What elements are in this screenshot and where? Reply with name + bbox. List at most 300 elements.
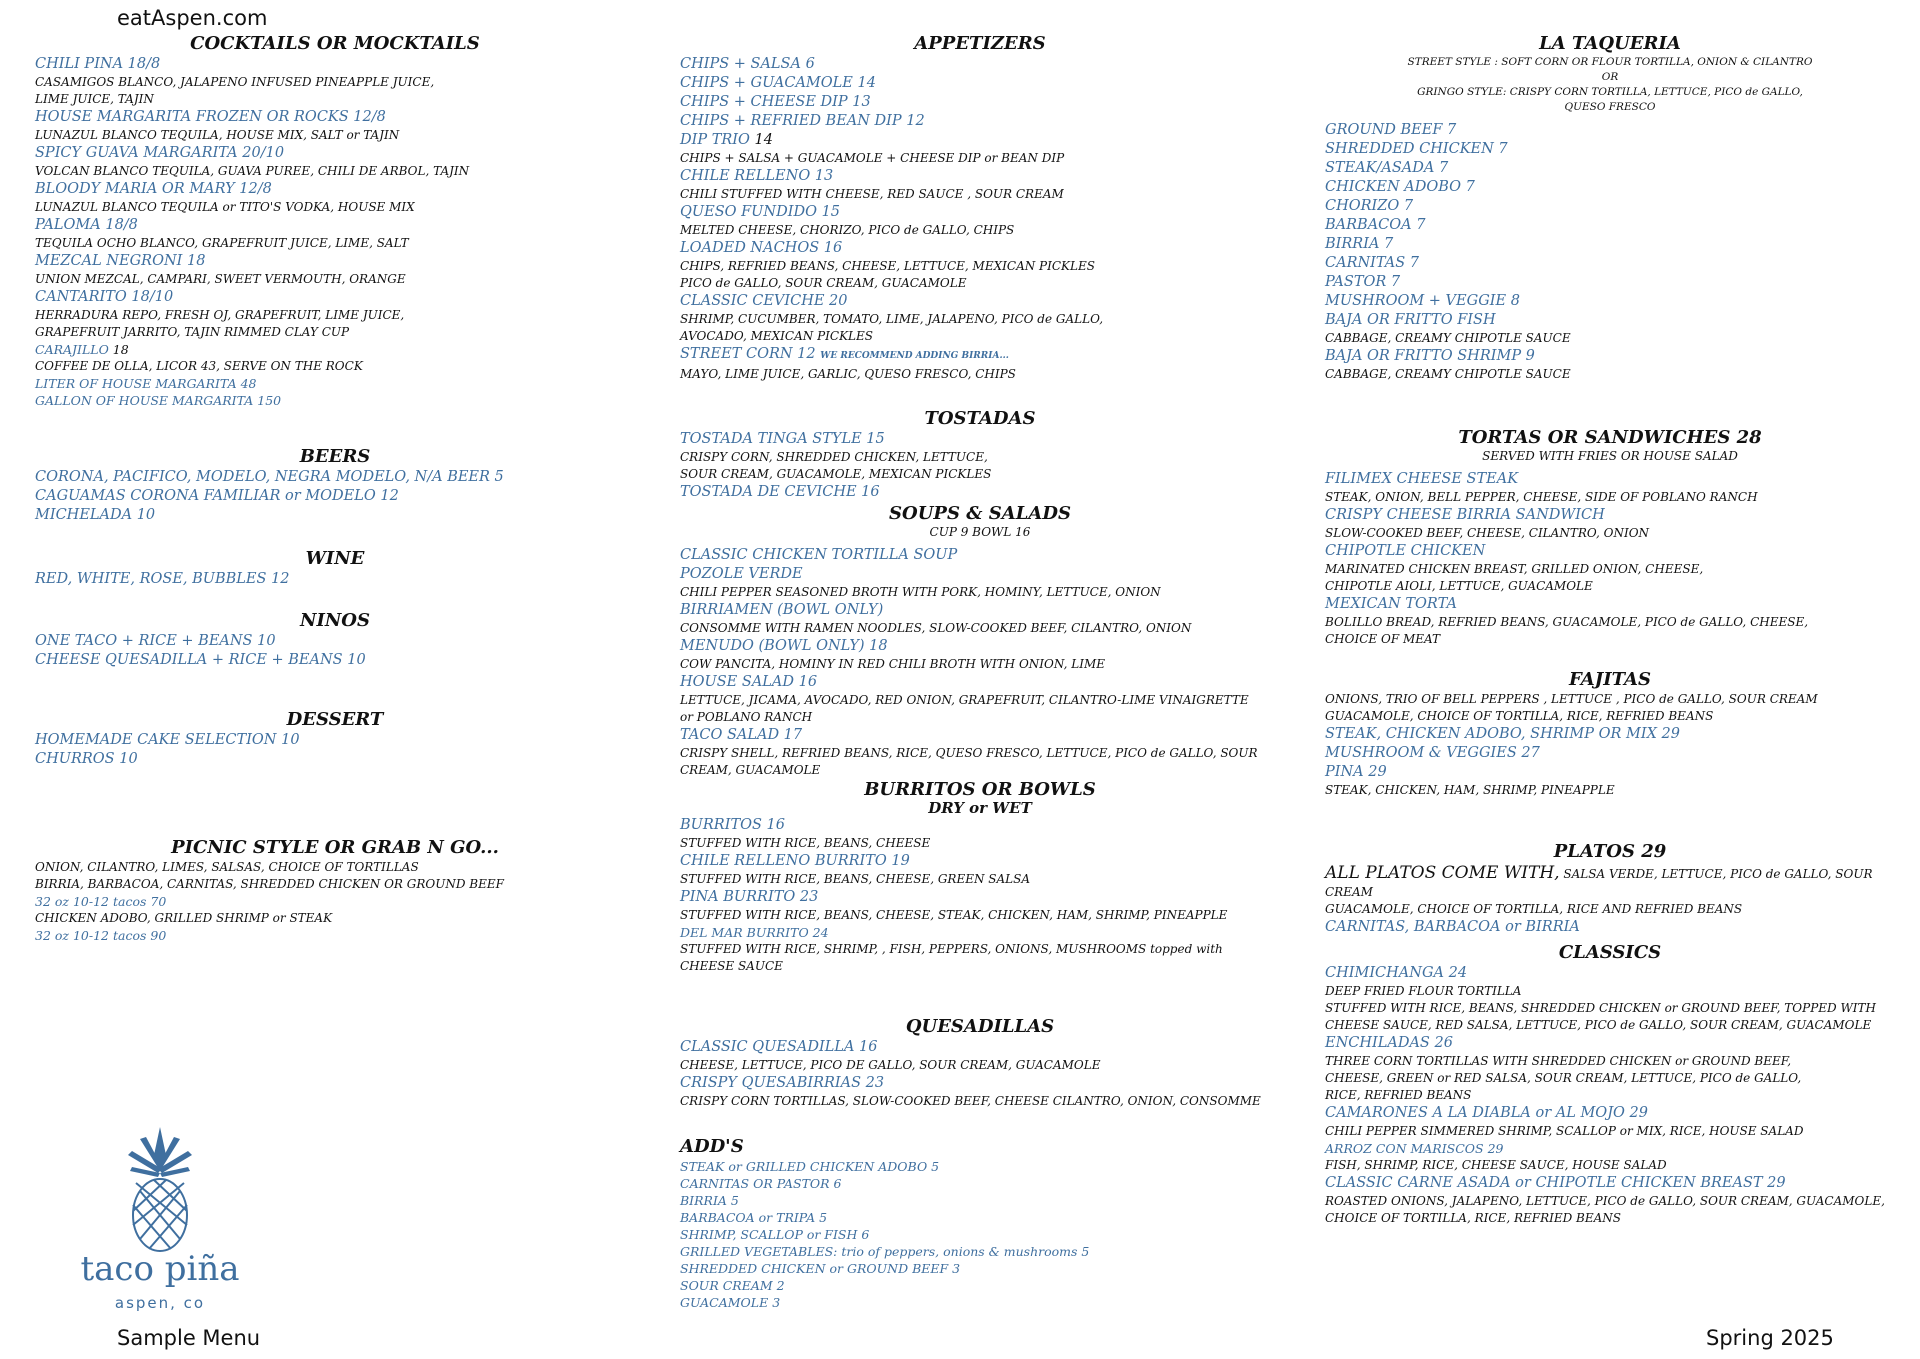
menu-item: [35, 341, 635, 358]
section-title: TOSTADAS: [924, 408, 1036, 429]
menu-item: [1325, 254, 1895, 273]
item-text: CHOICE OF TORTILLA, RICE, REFRIED BEANS: [1325, 1211, 1622, 1225]
section-tortas: [1325, 427, 1895, 648]
menu-item: [680, 292, 1280, 311]
item-text: STEAK, CHICKEN, HAM, SHRIMP, PINEAPPLE: [1325, 783, 1615, 797]
section-appetizers: [680, 33, 1280, 383]
item-text: ENCHILADAS 26: [1325, 1035, 1453, 1051]
item-description: [680, 941, 1280, 958]
item-text: MUSHROOM & VEGGIES 27: [1325, 745, 1540, 761]
item-text: CHEESE, GREEN or RED SALSA, SOUR CREAM, LETTUCE, PICO de GALLO,: [1325, 1071, 1802, 1085]
item-description: [35, 324, 635, 341]
item-text: LETTUCE, JICAMA, AVOCADO, RED ONION, GRAPEFRUIT, CILANTRO-LIME VINAIGRETTE: [680, 693, 1249, 707]
item-text: CHILI STUFFED WITH CHEESE, RED SAUCE , SOUR CREAM: [680, 187, 1064, 201]
menu-item: [1325, 1104, 1895, 1123]
menu-item: [1325, 470, 1895, 489]
item-text: CHICKEN ADOBO 7: [1325, 179, 1475, 195]
item-description: [35, 271, 635, 288]
section-title: NINOS: [299, 610, 370, 631]
footer-sample-menu: Sample Menu: [117, 1326, 261, 1350]
item-text: MEZCAL NEGRONI 18: [35, 253, 206, 269]
section-title: LA TAQUERIA: [1539, 33, 1681, 54]
item-description: [680, 958, 1280, 975]
menu-item: [1325, 197, 1895, 216]
item-description: [1325, 983, 1895, 1000]
section-dessert: [35, 709, 635, 769]
item-text: PINA BURRITO 23: [680, 889, 819, 905]
item-text: TOSTADA DE CEVICHE 16: [680, 484, 880, 500]
section-subtitle: DRY or WET: [928, 799, 1032, 817]
menu-item: [1325, 542, 1895, 561]
menu-item: [35, 893, 635, 910]
menu-item: [35, 252, 635, 271]
menu-item: [35, 506, 635, 525]
item-text: TEQUILA OCHO BLANCO, GRAPEFRUIT JUICE, LIME, SALT: [35, 236, 409, 250]
menu-item: [35, 392, 635, 409]
section-ninos: [35, 610, 635, 670]
menu-item: [35, 108, 635, 127]
item-text: CHEESE, LETTUCE, PICO DE GALLO, SOUR CREAM, GUACAMOLE: [680, 1058, 1101, 1072]
taco-pina-logo: [70, 1125, 250, 1315]
item-text: BURRITOS 16: [680, 817, 785, 833]
item-text: CHILI PEPPER SEASONED BROTH WITH PORK, HOMINY, LETTUCE, ONION: [680, 585, 1161, 599]
item-text: CABBAGE, CREAMY CHIPOTLE SAUCE: [1325, 367, 1571, 381]
item-text: CHIPOTLE AIOLI, LETTUCE, GUACAMOLE: [1325, 579, 1593, 593]
menu-item: [680, 93, 1280, 112]
logo-place: aspen, co: [114, 1294, 206, 1312]
item-description: [1325, 561, 1895, 578]
section-title: QUESADILLAS: [905, 1016, 1055, 1037]
menu-item: [680, 112, 1280, 131]
item-text: ONION, CILANTRO, LIMES, SALSAS, CHOICE OF TORTILLAS: [35, 860, 419, 874]
item-text: CHIPS + GUACAMOLE 14: [680, 75, 876, 91]
item-text: CHILE RELLENO BURRITO 19: [680, 853, 910, 869]
item-text: MEXICAN TORTA: [1325, 596, 1457, 612]
item-text: COFFEE DE OLLA, LICOR 43, SERVE ON THE ROCK: [35, 359, 363, 373]
item-text: SHRIMP, CUCUMBER, TOMATO, LIME, JALAPENO, PICO de GALLO,: [680, 312, 1104, 326]
item-description: [680, 328, 1280, 345]
item-description: [35, 235, 635, 252]
menu-item: [680, 1226, 1280, 1243]
item-description: [1325, 1017, 1895, 1034]
item-text: HOMEMADE CAKE SELECTION 10: [35, 732, 300, 748]
item-description: [1325, 1053, 1895, 1070]
item-text: PICO de GALLO, SOUR CREAM, GUACAMOLE: [680, 276, 967, 290]
item-text: VOLCAN BLANCO TEQUILA, GUAVA PUREE, CHILI DE ARBOL, TAJIN: [35, 164, 470, 178]
menu-item: [1325, 121, 1895, 140]
item-description: [1325, 691, 1895, 708]
item-description: [1325, 631, 1895, 648]
menu-item: [680, 1175, 1280, 1192]
item-description: [35, 910, 635, 927]
item-text: SOUR CREAM 2: [680, 1278, 785, 1293]
item-text: BIRRIA 7: [1325, 236, 1394, 252]
section-title: TORTAS OR SANDWICHES 28: [1458, 427, 1762, 448]
item-text: BARBACOA 7: [1325, 217, 1426, 233]
item-description: [680, 584, 1280, 601]
item-description: [680, 466, 1280, 483]
section-title: BEERS: [299, 446, 371, 467]
menu-item: [35, 731, 635, 750]
item-description: [1325, 525, 1895, 542]
item-text: CHIPS + SALSA + GUACAMOLE + CHEESE DIP or BEAN DIP: [680, 151, 1065, 165]
item-text: CORONA, PACIFICO, MODELO, NEGRA MODELO, N/A BEER 5: [35, 469, 504, 485]
item-text: SPICY GUAVA MARGARITA 20/10: [35, 145, 285, 161]
item-text: DEL MAR BURRITO 24: [680, 925, 829, 940]
platos-lead: ALL PLATOS COME WITH,: [1325, 863, 1560, 883]
item-text: CHIPS + SALSA 6: [680, 56, 815, 72]
item-text: CLASSIC CARNE ASADA or CHIPOTLE CHICKEN BREAST 29: [1325, 1175, 1786, 1191]
item-text: or POBLANO RANCH: [680, 710, 813, 724]
item-description: [680, 907, 1280, 924]
menu-item: [1325, 744, 1895, 763]
item-text: STEAK, ONION, BELL PEPPER, CHEESE, SIDE OF POBLANO RANCH: [1325, 490, 1758, 504]
menu-item: [1325, 1034, 1895, 1053]
item-text: CRISPY CORN, SHREDDED CHICKEN, LETTUCE,: [680, 450, 988, 464]
menu-item: [1325, 235, 1895, 254]
section-wine: [35, 548, 635, 589]
menu-item: [680, 816, 1280, 835]
section-title: CLASSICS: [1558, 942, 1662, 963]
item-description: [1325, 1123, 1895, 1140]
section-taqueria: [1325, 33, 1895, 383]
item-text: 32 oz 10-12 tacos 90: [35, 928, 167, 943]
menu-item: [680, 852, 1280, 871]
item-description: [1325, 708, 1895, 725]
item-text: CHIPS + REFRIED BEAN DIP 12: [680, 113, 925, 129]
menu-item: [680, 1074, 1280, 1093]
item-text: CLASSIC CHICKEN TORTILLA SOUP: [680, 547, 958, 563]
item-description: [1325, 489, 1895, 506]
item-description: [35, 91, 635, 108]
item-text: BAJA OR FRITTO SHRIMP 9: [1325, 348, 1535, 364]
item-description: [35, 127, 635, 144]
item-description: [35, 307, 635, 324]
item-text: STEAK/ASADA 7: [1325, 160, 1449, 176]
item-text: BIRRIA 5: [680, 1193, 739, 1208]
item-text: CABBAGE, CREAMY CHIPOTLE SAUCE: [1325, 331, 1571, 345]
item-text: CASAMIGOS BLANCO, JALAPENO INFUSED PINEAPPLE JUICE,: [35, 75, 435, 89]
item-text: SOUR CREAM, GUACAMOLE, MEXICAN PICKLES: [680, 467, 992, 481]
item-text: HOUSE MARGARITA FROZEN OR ROCKS 12/8: [35, 109, 386, 125]
section-title: PLATOS 29: [1553, 841, 1667, 862]
item-text: BARBACOA or TRIPA 5: [680, 1210, 828, 1225]
item-text: CRISPY CORN TORTILLAS, SLOW-COOKED BEEF, CHEESE CILANTRO, ONION, CONSOMME: [680, 1094, 1261, 1108]
menu-item: [680, 55, 1280, 74]
menu-item: [680, 1294, 1280, 1311]
menu-item: [1325, 1174, 1895, 1193]
item-text: CHEESE SAUCE, RED SALSA, LETTUCE, PICO de GALLO, SOUR CREAM, GUACAMOLE: [1325, 1018, 1872, 1032]
item-description: [680, 222, 1280, 239]
item-description: [1325, 330, 1895, 347]
section-note: QUESO FRESCO: [1564, 101, 1656, 113]
menu-item: [680, 924, 1280, 941]
item-text: CHEESE QUESADILLA + RICE + BEANS 10: [35, 652, 366, 668]
item-text: CHILI PINA 18/8: [35, 56, 161, 72]
section-cocktails: [35, 33, 635, 409]
menu-item: [35, 570, 635, 589]
section-subtitle: CUP 9 BOWL 16: [929, 525, 1031, 539]
item-text: CARNITAS 7: [1325, 255, 1420, 271]
item-text: STREET CORN 12: [680, 346, 816, 362]
item-text: ONE TACO + RICE + BEANS 10: [35, 633, 276, 649]
item-description: [680, 1093, 1280, 1110]
menu-item: [1325, 178, 1895, 197]
menu-item: [35, 487, 635, 506]
item-text: CONSOMME WITH RAMEN NOODLES, SLOW-COOKED BEEF, CILANTRO, ONION: [680, 621, 1192, 635]
menu-item: [1325, 216, 1895, 235]
menu-item: [35, 288, 635, 307]
item-text: CHIPOTLE CHICKEN: [1325, 543, 1486, 559]
item-text: SHREDDED CHICKEN 7: [1325, 141, 1508, 157]
section-title: ADD'S: [680, 1136, 744, 1157]
item-text: CARNITAS, BARBACOA or BIRRIA: [1325, 919, 1580, 935]
item-text: THREE CORN TORTILLAS WITH SHREDDED CHICKEN or GROUND BEEF,: [1325, 1054, 1792, 1068]
item-text: LITER OF HOUSE MARGARITA 48: [35, 376, 257, 391]
section-platos: [1325, 841, 1895, 937]
item-text: BAJA OR FRITTO FISH: [1325, 312, 1496, 328]
item-description: [680, 656, 1280, 673]
section-beers: [35, 446, 635, 525]
menu-item: [35, 375, 635, 392]
item-description: [680, 150, 1280, 167]
menu-item: [680, 1158, 1280, 1175]
item-description: [680, 366, 1280, 383]
item-text: RED, WHITE, ROSE, BUBBLES 12: [35, 571, 290, 587]
menu-item: [680, 1192, 1280, 1209]
menu-item: [1325, 506, 1895, 525]
item-description: [35, 358, 635, 375]
menu-item: [1325, 763, 1895, 782]
menu-item: [680, 167, 1280, 186]
menu-item: [680, 131, 1280, 150]
menu-item: [680, 483, 1280, 502]
item-description: [680, 186, 1280, 203]
item-text: STUFFED WITH RICE, BEANS, CHEESE, GREEN SALSA: [680, 872, 1031, 886]
menu-item: [1325, 311, 1895, 330]
item-text: CRISPY SHELL, REFRIED BEANS, RICE, QUESO FRESCO, LETTUCE, PICO de GALLO, SOUR: [680, 746, 1258, 760]
menu-item: [1325, 1140, 1895, 1157]
item-description: [1325, 1000, 1895, 1017]
logo-name: taco piña: [80, 1249, 240, 1289]
menu-item: [35, 468, 635, 487]
item-text: QUESO FUNDIDO 15: [680, 204, 841, 220]
menu-item: [680, 637, 1280, 656]
item-text: STEAK or GRILLED CHICKEN ADOBO 5: [680, 1159, 940, 1174]
item-text: BOLILLO BREAD, REFRIED BEANS, GUACAMOLE, PICO de GALLO, CHEESE,: [1325, 615, 1809, 629]
item-description: [1325, 366, 1895, 383]
site-url: eatAspen.com: [117, 6, 268, 30]
item-description: [1325, 1070, 1895, 1087]
item-text: CHEESE SAUCE: [680, 959, 783, 973]
section-tostadas: [680, 408, 1280, 502]
item-text: CREAM, GUACAMOLE: [680, 763, 821, 777]
item-text: PALOMA 18/8: [35, 217, 138, 233]
menu-item: [680, 888, 1280, 907]
section-fajitas: [1325, 669, 1895, 799]
item-note: WE RECOMMEND ADDING BIRRIA...: [820, 351, 1009, 361]
section-adds: [680, 1136, 1280, 1311]
item-description: [1325, 1210, 1895, 1227]
item-description: [1325, 782, 1895, 799]
item-text: FILIMEX CHEESE STEAK: [1325, 471, 1519, 487]
item-text: PINA 29: [1325, 764, 1387, 780]
item-text: CHIPS, REFRIED BEANS, CHEESE, LETTUCE, MEXICAN PICKLES: [680, 259, 1095, 273]
item-text: STUFFED WITH RICE, BEANS, SHREDDED CHICKEN or GROUND BEEF, TOPPED WITH: [1325, 1001, 1877, 1015]
item-text: HOUSE SALAD 16: [680, 674, 818, 690]
item-text: BIRRIAMEN (BOWL ONLY): [680, 602, 884, 618]
menu-item: [1325, 918, 1895, 937]
section-title: SOUPS & SALADS: [889, 503, 1071, 524]
menu-item: [1325, 159, 1895, 178]
item-text: LUNAZUL BLANCO TEQUILA, HOUSE MIX, SALT or TAJIN: [35, 128, 400, 142]
menu-item: [35, 55, 635, 74]
item-text: DEEP FRIED FLOUR TORTILLA: [1325, 984, 1522, 998]
item-description: [35, 74, 635, 91]
menu-item: [1325, 595, 1895, 614]
item-description: [1325, 614, 1895, 631]
item-text: CHOICE OF MEAT: [1325, 632, 1441, 646]
item-description-text: SALSA VERDE, LETTUCE, PICO de GALLO, SOUR CREAM: [1325, 867, 1873, 899]
menu-item: [680, 1277, 1280, 1294]
item-text: TOSTADA TINGA STYLE 15: [680, 431, 885, 447]
item-text: POZOLE VERDE: [680, 566, 803, 582]
item-description: [1325, 1087, 1895, 1104]
item-text: MENUDO (BOWL ONLY) 18: [680, 638, 888, 654]
item-description: [680, 275, 1280, 292]
item-text: CARNITAS OR PASTOR 6: [680, 1176, 842, 1191]
item-text: CARAJILLO: [35, 342, 109, 357]
item-text: GROUND BEEF 7: [1325, 122, 1457, 138]
menu-item: [680, 1243, 1280, 1260]
footer-season: Spring 2025: [1706, 1326, 1834, 1350]
item-description: [1325, 1193, 1895, 1210]
menu-item: [680, 673, 1280, 692]
section-title: PICNIC STYLE OR GRAB N GO...: [171, 837, 499, 858]
item-text: MELTED CHEESE, CHORIZO, PICO de GALLO, CHIPS: [680, 223, 1015, 237]
item-description: [680, 1057, 1280, 1074]
section-quesadillas: [680, 1016, 1280, 1110]
item-text: CHICKEN ADOBO, GRILLED SHRIMP or STEAK: [35, 911, 333, 925]
menu-item: [680, 74, 1280, 93]
item-text: CRISPY QUESABIRRIAS 23: [680, 1075, 885, 1091]
item-text: MUSHROOM + VEGGIE 8: [1325, 293, 1520, 309]
item-text: CLASSIC CEVICHE 20: [680, 293, 848, 309]
item-text: CHIPS + CHEESE DIP 13: [680, 94, 871, 110]
item-text: STUFFED WITH RICE, BEANS, CHEESE, STEAK, CHICKEN, HAM, SHRIMP, PINEAPPLE: [680, 908, 1228, 922]
item-description: [35, 876, 635, 893]
item-description: [1325, 901, 1895, 918]
menu-item: [1325, 964, 1895, 983]
item-text: LOADED NACHOS 16: [680, 240, 843, 256]
item-description: [680, 762, 1280, 779]
section-note: GRINGO STYLE: CRISPY CORN TORTILLA, LETTUCE, PICO de GALLO,: [1417, 86, 1803, 98]
item-text: AVOCADO, MEXICAN PICKLES: [680, 329, 873, 343]
item-text: ROASTED ONIONS, JALAPENO, LETTUCE, PICO de GALLO, SOUR CREAM, GUACAMOLE,: [1325, 1194, 1885, 1208]
menu-item: [1325, 273, 1895, 292]
section-note: STREET STYLE : SOFT CORN OR FLOUR TORTILLA, ONION & CILANTRO: [1407, 56, 1813, 68]
item-text: LIME JUICE, TAJIN: [35, 92, 154, 106]
item-text: DIP TRIO: [680, 132, 750, 148]
menu-item: [35, 632, 635, 651]
pineapple-icon: [70, 1125, 250, 1255]
item-text: TACO SALAD 17: [680, 727, 803, 743]
item-text: BLOODY MARIA OR MARY 12/8: [35, 181, 272, 197]
section-title: APPETIZERS: [914, 33, 1046, 54]
menu-item: [35, 180, 635, 199]
item-description: [680, 311, 1280, 328]
menu-item: [680, 203, 1280, 222]
section-title: DESSERT: [286, 709, 384, 730]
item-description: [35, 163, 635, 180]
menu-item: [1325, 725, 1895, 744]
item-text: STEAK, CHICKEN ADOBO, SHRIMP OR MIX 29: [1325, 726, 1680, 742]
item-text: GUACAMOLE, CHOICE OF TORTILLA, RICE, REFRIED BEANS: [1325, 709, 1714, 723]
item-text: CRISPY CHEESE BIRRIA SANDWICH: [1325, 507, 1605, 523]
item-text: STUFFED WITH RICE, BEANS, CHEESE: [680, 836, 931, 850]
menu-item: [35, 927, 635, 944]
menu-item: [35, 750, 635, 769]
menu-item: [680, 546, 1280, 565]
item-text: CHURROS 10: [35, 751, 138, 767]
section-classics: [1325, 942, 1895, 1227]
menu-item: [35, 216, 635, 235]
item-text: RICE, REFRIED BEANS: [1325, 1088, 1472, 1102]
item-description: [1325, 1157, 1895, 1174]
item-text: CAGUAMAS CORONA FAMILIAR or MODELO 12: [35, 488, 399, 504]
item-text: HERRADURA REPO, FRESH OJ, GRAPEFRUIT, LIME JUICE,: [35, 308, 405, 322]
item-text: MAYO, LIME JUICE, GARLIC, QUESO FRESCO, CHIPS: [680, 367, 1016, 381]
item-description: [35, 199, 635, 216]
menu-item: [35, 144, 635, 163]
item-text: BIRRIA, BARBACOA, CARNITAS, SHREDDED CHICKEN OR GROUND BEEF: [35, 877, 504, 891]
item-text: SLOW-COOKED BEEF, CHEESE, CILANTRO, ONION: [1325, 526, 1650, 540]
item-text: SHRIMP, SCALLOP or FISH 6: [680, 1227, 870, 1242]
menu-item: [680, 601, 1280, 620]
menu-item: [1325, 292, 1895, 311]
item-text: CHILE RELLENO 13: [680, 168, 834, 184]
menu-item: [680, 1260, 1280, 1277]
item-text: CHIMICHANGA 24: [1325, 965, 1468, 981]
item-text: COW PANCITA, HOMINY IN RED CHILI BROTH WITH ONION, LIME: [680, 657, 1105, 671]
menu-item: [1325, 140, 1895, 159]
item-text: GUACAMOLE, CHOICE OF TORTILLA, RICE AND REFRIED BEANS: [1325, 902, 1743, 916]
section-note: OR: [1601, 71, 1619, 83]
item-text: FISH, SHRIMP, RICE, CHEESE SAUCE, HOUSE SALAD: [1325, 1158, 1667, 1172]
section-picnic: [35, 837, 635, 944]
menu-item: [680, 565, 1280, 584]
item-text: PASTOR 7: [1325, 274, 1401, 290]
item-price: 14: [749, 132, 773, 148]
item-text: UNION MEZCAL, CAMPARI, SWEET VERMOUTH, ORANGE: [35, 272, 406, 286]
section-title: COCKTAILS OR MOCKTAILS: [190, 33, 480, 54]
item-text: 32 oz 10-12 tacos 70: [35, 894, 167, 909]
section-title: BURRITOS OR BOWLS: [864, 779, 1096, 800]
menu-item: [680, 1209, 1280, 1226]
item-text: GALLON OF HOUSE MARGARITA 150: [35, 393, 282, 408]
item-description: [1325, 863, 1895, 901]
item-description: [680, 449, 1280, 466]
menu-item: [680, 239, 1280, 258]
section-burritos: [680, 779, 1280, 975]
menu-item: [680, 726, 1280, 745]
item-text: GUACAMOLE 3: [680, 1295, 781, 1310]
item-description: [680, 835, 1280, 852]
item-text: CAMARONES A LA DIABLA or AL MOJO 29: [1325, 1105, 1648, 1121]
menu-item: [680, 1038, 1280, 1057]
item-description: [1325, 578, 1895, 595]
item-text: CHORIZO 7: [1325, 198, 1414, 214]
